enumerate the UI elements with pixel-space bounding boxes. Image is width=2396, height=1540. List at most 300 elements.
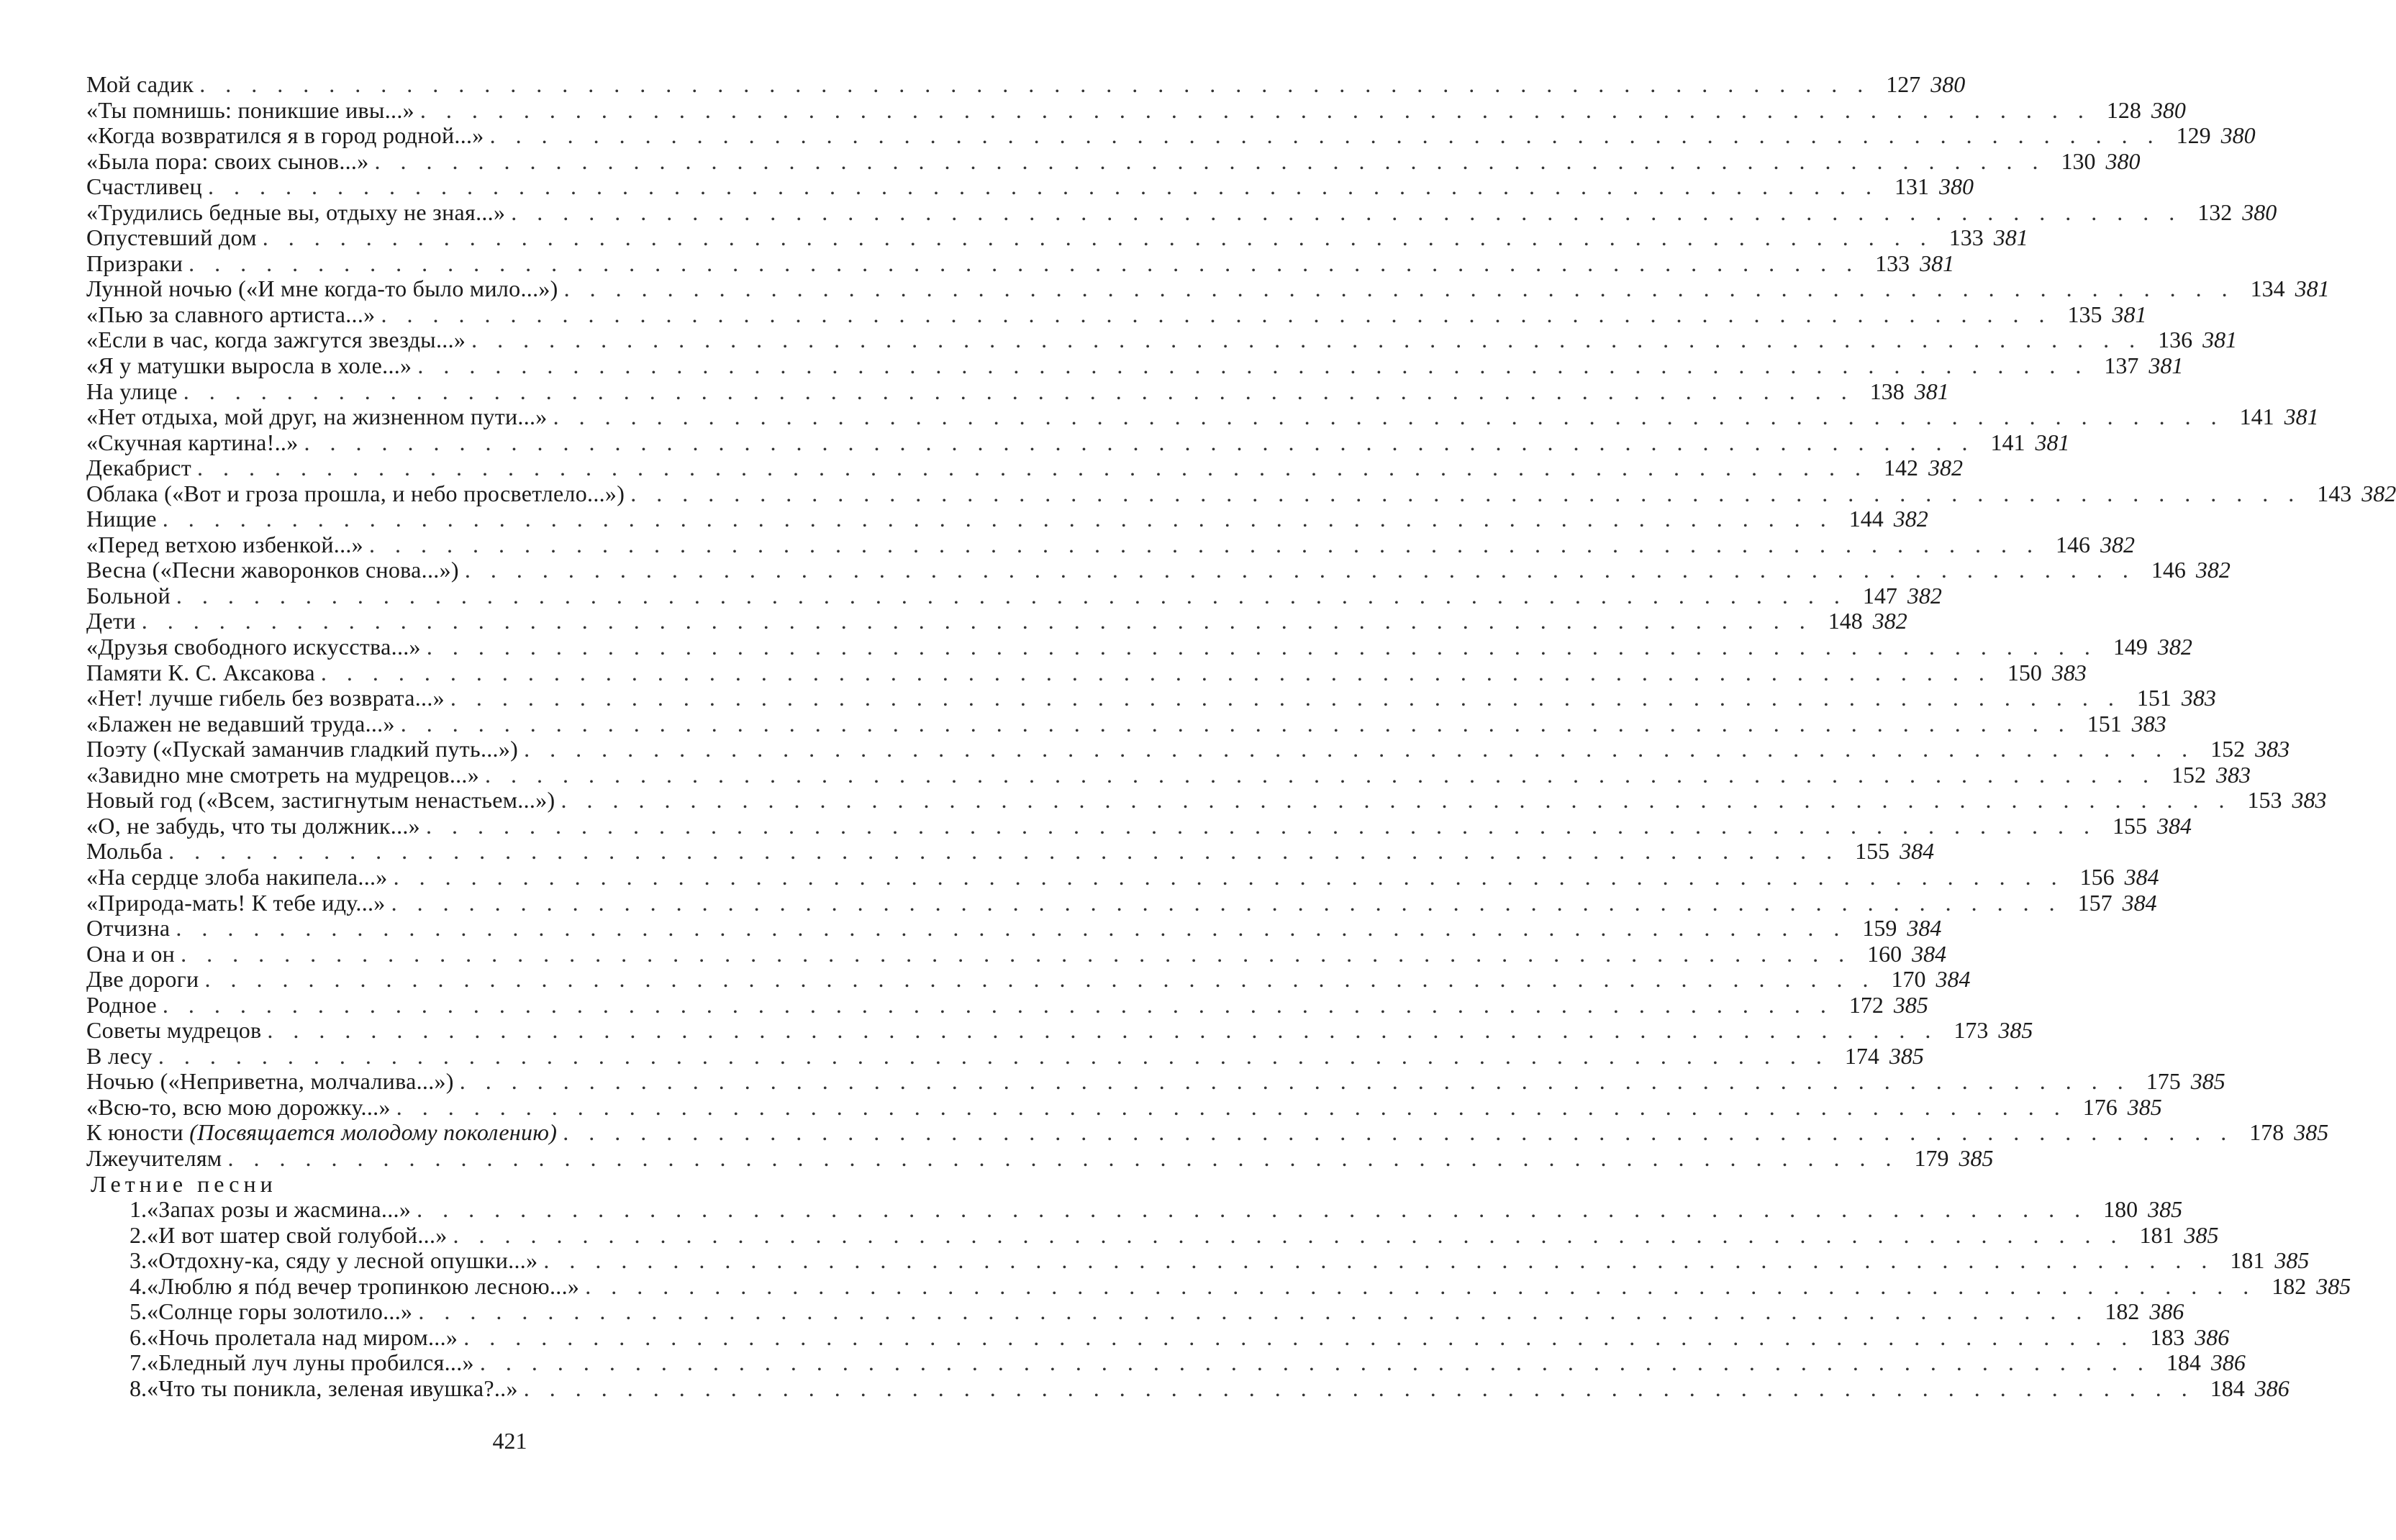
toc-page-number: 156	[2079, 863, 2115, 890]
toc-page-number: 142	[1883, 455, 1918, 481]
toc-entry-title	[86, 72, 194, 98]
toc-entry-title	[147, 1248, 537, 1274]
toc-entry-subtitle: (Посвящается молодому поколению)	[189, 1119, 558, 1146]
toc-entry-title	[86, 430, 299, 456]
toc-entry-title	[147, 1325, 458, 1351]
toc-entry-title-text: Мольба	[86, 838, 163, 865]
toc-entry-title	[86, 200, 505, 226]
toc-entry-title	[86, 251, 183, 277]
toc-entry-title-text: Больной	[86, 582, 171, 609]
toc-page-number: 143	[2317, 480, 2352, 506]
toc-entry-title	[147, 1197, 411, 1223]
toc-note-page: 380	[2242, 199, 2277, 225]
toc-leader-dots	[445, 685, 2121, 711]
toc-leader-dots	[579, 1274, 2256, 1300]
toc-leader-dots	[474, 1350, 2151, 1376]
toc-note-page: 385	[2148, 1196, 2183, 1223]
toc-page-number: 133	[1948, 224, 1984, 251]
toc-entry	[86, 685, 2216, 711]
toc-page-number: 155	[1855, 838, 1890, 865]
toc-leader-dots	[558, 276, 2235, 302]
toc-note-page: 386	[2149, 1298, 2184, 1325]
toc-entry	[86, 761, 2251, 788]
toc-leader-dots	[257, 225, 1933, 251]
toc-page-number: 175	[2146, 1068, 2181, 1095]
toc-entry-title	[147, 1299, 412, 1325]
toc-leader-dots	[454, 1069, 2130, 1095]
toc-entry-title-text: «Перед ветхою избенкой...»	[86, 531, 363, 557]
toc-entry	[86, 122, 2256, 149]
toc-entry-title-text: «Природа-мать! К тебе иду...»	[86, 889, 386, 916]
toc-leader-dots	[548, 404, 2224, 430]
toc-note-page: 381	[2202, 327, 2238, 353]
toc-entry	[86, 1144, 1994, 1172]
toc-entry-title-text: «Скучная картина!..»	[86, 429, 299, 455]
toc-entry-title-text: «Если в час, когда зажгутся звезды...»	[86, 327, 466, 353]
toc-entry-title	[86, 1044, 153, 1070]
toc-note-page: 382	[2195, 557, 2231, 583]
toc-leader-dots	[315, 660, 1992, 686]
toc-entry-title-text: Счастливец	[86, 173, 202, 200]
toc-entry	[86, 863, 2159, 890]
toc-entry	[86, 1272, 2351, 1300]
toc-entry	[86, 838, 1935, 865]
toc-entry-title	[86, 557, 459, 583]
toc-entry-title-text: Родное	[86, 991, 157, 1018]
toc-entry	[86, 1119, 2329, 1146]
toc-page-number: 159	[1862, 915, 1897, 942]
toc-section-heading: Летние песни	[91, 1170, 277, 1197]
toc-leader-dots	[171, 583, 1847, 609]
toc-entry	[86, 301, 2147, 328]
toc-note-page: 385	[2316, 1272, 2351, 1299]
toc-leader-dots	[625, 481, 2301, 507]
toc-entry-title	[86, 685, 445, 711]
toc-entry-title-text: «И вот шатер свой голубой...»	[147, 1221, 448, 1248]
toc-note-page: 384	[1907, 915, 1942, 942]
toc-leader-dots	[537, 1248, 2214, 1274]
toc-note-page: 385	[2190, 1068, 2225, 1095]
table-of-contents	[86, 71, 2396, 1401]
toc-entry-title-text: Лжеучителям	[86, 1144, 222, 1171]
toc-page-number: 136	[2158, 327, 2193, 353]
toc-page-number: 184	[2210, 1375, 2245, 1401]
toc-entry-title	[86, 993, 157, 1019]
toc-entry-number: 4.	[130, 1272, 147, 1299]
toc-entry	[86, 173, 1974, 200]
toc-leader-dots	[421, 634, 2097, 660]
toc-leader-dots	[299, 430, 1975, 456]
toc-entry-title-text: Поэту («Пускай заманчив гладкий путь...»)	[86, 736, 519, 762]
toc-entry-title	[147, 1350, 474, 1376]
toc-entry-title	[86, 967, 199, 993]
toc-note-page: 383	[2255, 736, 2290, 762]
toc-note-page: 383	[2051, 659, 2087, 685]
toc-entry	[86, 224, 2028, 251]
toc-entry-number: 2.	[130, 1221, 147, 1248]
toc-note-page: 385	[2274, 1247, 2310, 1274]
toc-entry-title	[86, 634, 421, 660]
toc-entry	[86, 608, 1907, 634]
toc-page-number: 129	[2176, 122, 2211, 149]
toc-leader-dots	[183, 251, 1859, 277]
toc-page-number: 153	[2247, 787, 2282, 814]
toc-entry-title-text: Нищие	[86, 506, 157, 532]
toc-entry-title	[86, 276, 558, 302]
toc-page-number: 146	[2151, 557, 2186, 583]
toc-entry	[86, 378, 1949, 405]
toc-page-number: 141	[1990, 429, 2025, 455]
toc-entry-title-text: «Друзья свободного искусства...»	[86, 634, 421, 660]
toc-entry	[86, 147, 2141, 175]
toc-entry	[86, 736, 2290, 762]
toc-leader-dots	[170, 916, 1846, 942]
toc-note-page: 383	[2292, 787, 2327, 814]
toc-leader-dots	[420, 814, 2097, 839]
toc-leader-dots	[518, 737, 2195, 762]
toc-entry-title	[147, 1274, 579, 1300]
toc-leader-dots	[199, 967, 1875, 993]
toc-entry	[86, 1221, 2219, 1249]
toc-entry	[86, 250, 1955, 277]
toc-entry-title-text: Облака («Вот и гроза прошла, и небо просветлело...»)	[86, 480, 625, 506]
toc-leader-dots	[411, 1197, 2087, 1223]
toc-page-number: 180	[2103, 1196, 2138, 1223]
toc-page-number: 173	[1953, 1017, 1989, 1044]
toc-entry-title-text: «Люблю я пóд вечер тропинкою лесною...»	[147, 1272, 580, 1299]
toc-page-number: 151	[2136, 685, 2172, 711]
toc-entry-title-text: В лесу	[86, 1042, 153, 1069]
toc-page-number: 157	[2077, 889, 2113, 916]
toc-leader-dots	[414, 98, 2091, 124]
toc-entry-title-text: «На сердце злоба накипела...»	[86, 863, 388, 890]
toc-entry-title-text: Две дороги	[86, 966, 199, 993]
toc-entry-title	[86, 788, 555, 814]
toc-page-number: 170	[1891, 966, 1926, 993]
toc-page-number: 135	[2067, 301, 2102, 327]
toc-page-number: 179	[1914, 1144, 1949, 1171]
toc-page-number: 149	[2113, 634, 2148, 660]
toc-entry	[86, 352, 2184, 379]
toc-entry	[86, 915, 1942, 942]
toc-leader-dots	[369, 149, 2046, 175]
toc-page-number: 172	[1848, 991, 1884, 1018]
toc-entry	[86, 991, 1928, 1019]
toc-page-number: 130	[2061, 147, 2096, 174]
toc-entry-title-text: «Трудились бедные вы, отдыху не зная...»	[86, 199, 506, 225]
toc-leader-dots	[163, 839, 1839, 865]
toc-entry	[86, 455, 1963, 481]
toc-note-page: 380	[2220, 122, 2256, 149]
toc-page-number: 141	[2239, 404, 2274, 430]
toc-entry-title	[86, 532, 363, 558]
toc-page-number: 155	[2112, 812, 2147, 839]
toc-entry-title-text: «Завидно мне смотреть на мудрецов...»	[86, 761, 480, 788]
toc-page-number: 150	[2007, 659, 2042, 685]
toc-entry	[86, 1375, 2290, 1402]
toc-entry-title-text: Отчизна	[86, 915, 171, 942]
toc-page-number: 138	[1869, 378, 1905, 404]
toc-leader-dots	[175, 942, 1851, 967]
toc-entry-title	[86, 1069, 454, 1095]
toc-entry	[86, 1042, 1924, 1070]
toc-note-page: 385	[2294, 1119, 2329, 1146]
toc-note-page: 381	[1920, 250, 1955, 276]
toc-leader-dots	[466, 327, 2142, 353]
toc-entry	[86, 506, 1928, 532]
toc-entry	[86, 710, 2166, 737]
toc-leader-dots	[479, 762, 2156, 788]
toc-entry-title-text: На улице	[86, 378, 178, 404]
toc-entry	[86, 1247, 2310, 1274]
toc-entry-title	[86, 609, 136, 634]
toc-entry	[86, 582, 1942, 609]
toc-entry	[86, 940, 1947, 967]
toc-entry	[86, 1349, 2246, 1376]
toc-entry-number: 1.	[130, 1196, 147, 1223]
toc-note-page: 381	[2295, 275, 2330, 302]
toc-entry-title	[86, 916, 170, 942]
toc-note-page: 381	[2148, 352, 2184, 379]
toc-entry	[86, 71, 1966, 98]
toc-entry-title-text: «Ночь пролетала над миром...»	[147, 1323, 458, 1350]
toc-entry-title-text: Она и он	[86, 940, 176, 967]
toc-entry-title	[86, 1018, 261, 1044]
toc-entry	[86, 1298, 2184, 1325]
toc-note-page: 384	[2124, 863, 2159, 890]
toc-entry-title-text: «Отдохну-ка, сяду у лесной опушки...»	[147, 1247, 538, 1274]
toc-leader-dots	[202, 174, 1879, 200]
toc-entry-title	[86, 583, 171, 609]
toc-entry	[86, 1068, 2225, 1095]
toc-entry-number: 5.	[130, 1298, 147, 1325]
toc-entry-title-text: Декабрист	[86, 455, 191, 481]
toc-entry-title-text: Опустевший дом	[86, 224, 257, 251]
toc-note-page: 380	[1930, 71, 1966, 97]
toc-entry	[86, 96, 2186, 124]
toc-leader-dots	[555, 788, 2231, 814]
toc-note-page: 383	[2181, 685, 2216, 711]
toc-entry-title-text: Призраки	[86, 250, 183, 276]
toc-entry	[86, 659, 2087, 686]
toc-entry	[86, 531, 2135, 558]
toc-entry-title	[86, 1146, 222, 1172]
toc-page-number: 184	[2166, 1349, 2201, 1376]
toc-entry-number: 6.	[130, 1323, 147, 1350]
toc-note-page: 381	[2112, 301, 2147, 327]
toc-entry-title-text: «Блажен не ведавший труда...»	[86, 710, 395, 737]
toc-entry-title-text: Весна («Песни жаворонков снова...»)	[86, 557, 459, 583]
toc-entry-title	[86, 379, 178, 405]
toc-page-number: 182	[2105, 1298, 2140, 1325]
toc-entry-title	[86, 225, 257, 251]
toc-note-page: 383	[2216, 761, 2251, 788]
toc-note-page: 386	[2254, 1375, 2290, 1401]
toc-entry-title	[86, 839, 163, 865]
toc-entry-title-text: «Нет отдыха, мой друг, на жизненном пути...»	[86, 404, 548, 430]
toc-entry-title-text: Лунной ночью («И мне когда-то было мило...»)	[86, 275, 558, 302]
toc-entry-title	[86, 890, 386, 916]
toc-entry-title	[86, 149, 369, 175]
toc-entry	[86, 634, 2192, 660]
toc-entry-number: 8.	[130, 1375, 147, 1401]
toc-entry-number: 7.	[130, 1349, 147, 1376]
toc-leader-dots	[178, 379, 1854, 405]
toc-entry-title	[86, 737, 518, 762]
toc-entry	[86, 1017, 2033, 1044]
toc-note-page: 385	[2184, 1221, 2219, 1248]
toc-page-number: 146	[2055, 531, 2090, 557]
toc-page-number: 174	[1844, 1042, 1879, 1069]
toc-entry-title-text: «Когда возвратился я в город родной...»	[86, 122, 484, 149]
toc-leader-dots	[412, 1299, 2089, 1325]
toc-entry-title-text: «Всю-то, всю мою дорожку...»	[86, 1093, 391, 1120]
toc-entry-title-text: Новый год («Всем, застигнутым ненастьем...»)	[86, 787, 555, 814]
toc-note-page: 385	[1893, 991, 1928, 1018]
toc-entry-title	[86, 660, 315, 686]
toc-entry-title-text: К юности	[86, 1119, 183, 1146]
toc-leader-dots	[157, 506, 1833, 532]
toc-leader-dots	[222, 1146, 1898, 1172]
toc-leader-dots	[505, 200, 2182, 226]
toc-entry-title-text: «Я у матушки выросла в холе...»	[86, 352, 412, 379]
toc-note-page: 384	[1912, 940, 1947, 967]
toc-entry-title	[86, 123, 484, 149]
toc-note-page: 385	[1889, 1042, 1924, 1069]
toc-entry-title-text: «Что ты поникла, зеленая ивушка?..»	[147, 1375, 518, 1401]
toc-leader-dots	[153, 1044, 1829, 1070]
toc-entry	[86, 1093, 2162, 1121]
toc-leader-dots	[386, 890, 2062, 916]
toc-note-page: 380	[2151, 96, 2186, 123]
toc-entry-title	[86, 327, 466, 353]
toc-page-number: 176	[2082, 1093, 2118, 1120]
toc-page-number: 144	[1848, 506, 1884, 532]
toc-entry-title	[86, 1120, 557, 1146]
toc-entry	[86, 812, 2192, 839]
toc-entry-title	[86, 174, 202, 200]
toc-leader-dots	[458, 1325, 2134, 1351]
toc-note-page: 380	[2105, 147, 2141, 174]
toc-entry-title-text: «Пью за славного артиста...»	[86, 301, 376, 327]
toc-entry	[86, 557, 2231, 583]
toc-note-page: 381	[2284, 404, 2319, 430]
toc-leader-dots	[363, 532, 2040, 558]
toc-entry-title	[86, 481, 625, 507]
toc-note-page: 382	[2157, 634, 2192, 660]
toc-entry	[86, 787, 2327, 814]
toc-entry-title	[86, 404, 548, 430]
toc-entry-number: 3.	[130, 1247, 147, 1274]
toc-note-page: 381	[1914, 378, 1949, 404]
toc-entry	[86, 889, 2157, 916]
toc-entry-title	[86, 98, 414, 124]
toc-entry-title	[86, 353, 412, 379]
toc-page-number: 182	[2272, 1272, 2307, 1299]
toc-leader-dots	[448, 1223, 2124, 1249]
toc-page-number: 181	[2139, 1221, 2174, 1248]
toc-note-page: 385	[1959, 1144, 1994, 1171]
toc-note-page: 384	[2156, 812, 2192, 839]
toc-entry-title	[147, 1376, 518, 1402]
toc-page-number: 152	[2172, 761, 2207, 788]
toc-leader-dots	[194, 72, 1870, 98]
toc-page-number: 128	[2106, 96, 2141, 123]
toc-leader-dots	[395, 711, 2071, 737]
toc-page-number: 183	[2150, 1323, 2185, 1350]
toc-leader-dots	[557, 1120, 2233, 1146]
toc-entry	[86, 966, 1971, 993]
toc-entry	[86, 404, 2319, 430]
toc-entry-title-text: «Бледный луч луны пробился...»	[147, 1349, 474, 1376]
toc-note-page: 384	[1936, 966, 1971, 993]
toc-note-page: 381	[1993, 224, 2028, 251]
toc-page-number: 160	[1867, 940, 1902, 967]
toc-entry	[86, 327, 2238, 353]
toc-entry-title	[86, 302, 375, 328]
toc-entry	[86, 429, 2070, 456]
toc-leader-dots	[261, 1018, 1938, 1044]
toc-note-page: 384	[1900, 838, 1935, 865]
toc-entry-title	[147, 1223, 448, 1249]
toc-entry-title-text: Памяти К. С. Аксакова	[86, 659, 315, 685]
toc-page-number: 178	[2249, 1119, 2284, 1146]
toc-entry-title	[86, 942, 175, 967]
toc-entry-title-text: «Солнце горы золотило...»	[147, 1298, 413, 1325]
toc-entry-title	[86, 506, 157, 532]
toc-entry-title	[86, 762, 479, 788]
toc-note-page: 382	[2100, 531, 2135, 557]
toc-entry-title-text: «Запах розы и жасмина...»	[147, 1196, 412, 1223]
toc-page-number: 127	[1886, 71, 1921, 97]
toc-note-page: 382	[1872, 608, 1907, 634]
toc-entry-title-text: Дети	[86, 608, 136, 634]
toc-entry-title	[86, 455, 191, 481]
toc-leader-dots	[191, 455, 1868, 481]
toc-note-page: 381	[2035, 429, 2070, 455]
toc-note-page: 386	[2195, 1323, 2230, 1350]
toc-entry-title-text: Мой садик	[86, 71, 194, 97]
toc-note-page: 386	[2210, 1349, 2246, 1376]
toc-entry	[86, 199, 2277, 226]
toc-entry-title	[86, 711, 395, 737]
toc-page-number: 148	[1828, 608, 1863, 634]
toc-page-number: 134	[2250, 275, 2285, 302]
toc-page-number: 133	[1875, 250, 1910, 276]
toc-note-page: 383	[2131, 710, 2166, 737]
toc-leader-dots	[412, 353, 2088, 379]
toc-note-page: 382	[1907, 582, 1942, 609]
toc-leader-dots	[484, 123, 2161, 149]
toc-note-page: 382	[1928, 455, 1963, 481]
toc-entry	[86, 1323, 2230, 1351]
toc-entry-title-text: «О, не забудь, что ты должник...»	[86, 812, 420, 839]
toc-entry	[86, 1196, 2183, 1223]
toc-entry-title-text: «Нет! лучше гибель без возврата...»	[86, 685, 445, 711]
toc-entry-title	[86, 1095, 391, 1121]
toc-entry-title	[86, 814, 420, 839]
toc-leader-dots	[375, 302, 2051, 328]
toc-entry-title-text: «Была пора: своих сынов...»	[86, 147, 369, 174]
toc-note-page: 382	[1893, 506, 1928, 532]
toc-entry	[86, 480, 2396, 507]
toc-leader-dots	[391, 1095, 2067, 1121]
toc-page-number: 147	[1862, 582, 1897, 609]
toc-entry-title-text: Ночью («Неприветна, молчалива...»)	[86, 1068, 454, 1095]
toc-entry-title-text: Советы мудрецов	[86, 1017, 262, 1044]
toc-note-page: 385	[2127, 1093, 2162, 1120]
toc-entry-title-text: «Ты помнишь: поникшие ивы...»	[86, 96, 414, 123]
